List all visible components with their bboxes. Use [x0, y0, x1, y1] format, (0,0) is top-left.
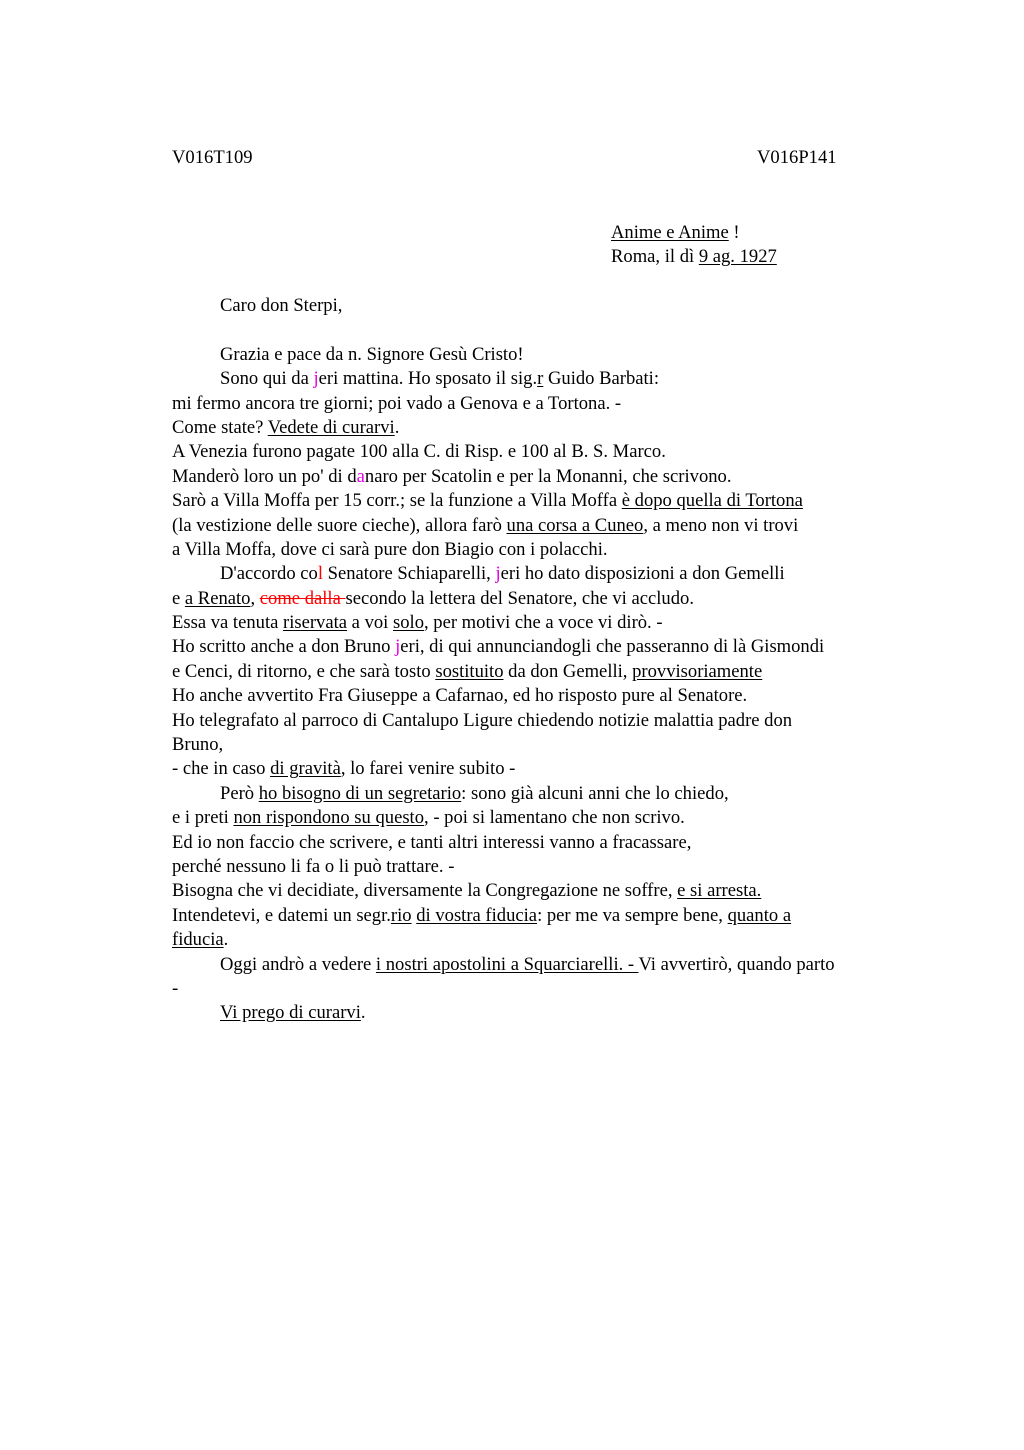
text-span: .	[360, 1002, 366, 1024]
heading-date: 9 ag. 1927	[698, 246, 777, 268]
underlined-text: quanto a	[727, 904, 792, 926]
text-span: e	[172, 587, 185, 609]
text-line: Ho telegrafato al parroco di Cantalupo Ligure chiedendo notizie malattia padre don	[172, 709, 793, 731]
text-span: Sono qui da	[220, 368, 314, 390]
underlined-text: riservata	[283, 612, 348, 634]
underlined-text: i nostri apostolini a Squarciarelli. -	[375, 953, 639, 975]
text-span: a voi	[347, 612, 393, 634]
text-line	[172, 879, 912, 903]
text-span: eri, di qui annunciandogli che passeranno di là Gismondi	[400, 636, 825, 658]
text-span: secondo la lettera del Senatore, che vi accludo.	[345, 587, 694, 609]
correction-mark: j	[495, 563, 501, 585]
text-span: , a meno non vi trovi	[643, 514, 799, 536]
underlined-text: Vedete di curarvi	[267, 416, 395, 438]
text-span: Senatore Schiaparelli,	[323, 563, 496, 585]
text-span: Guido Barbati:	[543, 368, 660, 390]
text-span: .	[394, 416, 400, 438]
text-span: , lo farei venire subito -	[340, 758, 516, 780]
text-line	[172, 587, 912, 611]
correction-mark: j	[313, 368, 319, 390]
text-line: Ed io non faccio che scrivere, e tanti altri interessi vanno a fracassare,	[172, 831, 692, 853]
letter-heading	[611, 221, 777, 270]
heading-title-suffix: !	[728, 222, 740, 243]
text-line	[172, 416, 912, 440]
blank-line	[172, 318, 912, 342]
underlined-text: non rispondono su questo	[233, 807, 425, 829]
text-line	[172, 904, 912, 928]
text-line	[172, 660, 912, 684]
underlined-text: sostituito	[435, 660, 504, 682]
underlined-text: provvisoriamente	[632, 660, 763, 682]
heading-title-line	[611, 221, 777, 245]
underlined-text: è dopo quella di Tortona	[621, 490, 803, 512]
heading-date-line	[611, 245, 777, 269]
underlined-text: a Renato	[184, 587, 251, 609]
text-span: Ho scritto anche a don Bruno	[172, 636, 396, 658]
heading-title: Anime e Anime	[611, 222, 729, 243]
document-code-left: V016T109	[172, 147, 253, 168]
text-span: e i preti	[172, 807, 234, 829]
correction-mark: l	[317, 563, 323, 585]
text-line: Ho anche avvertito Fra Giuseppe a Cafarnao, ed ho risposto pure al Senatore.	[172, 685, 748, 707]
text-span: da don Gemelli,	[503, 660, 633, 682]
underlined-text: e si arresta.	[677, 880, 762, 902]
struck-text: come dalla	[259, 587, 346, 609]
underlined-text: Vi prego di curarvi	[220, 1002, 361, 1024]
text-line	[172, 635, 912, 659]
underlined-text: di gravità	[270, 758, 341, 780]
text-span: .	[223, 929, 229, 951]
text-span: eri ho dato disposizioni a don Gemelli	[500, 563, 785, 585]
text-span: , - poi si lamentano che non scrivo.	[424, 807, 685, 829]
text-line	[172, 465, 912, 489]
text-line	[172, 562, 912, 586]
text-line: perché nessuno li fa o li può trattare. -	[172, 855, 455, 877]
salutation: Caro don Sterpi,	[220, 295, 343, 316]
text-line	[172, 367, 912, 391]
text-line: Bruno,	[172, 734, 224, 756]
text-span: Sarò a Villa Moffa per 15 corr.; se la funzione a Villa Moffa	[172, 490, 622, 512]
text-span: : sono già alcuni anni che lo chiedo,	[461, 782, 729, 804]
text-span: Bisogna che vi decidiate, diversamente la Congregazione ne soffre,	[172, 880, 678, 902]
text-span: : per me va sempre bene,	[537, 904, 728, 926]
text-span: - che in caso	[172, 758, 271, 780]
text-span: ,	[250, 587, 260, 609]
text-span: Vi avvertirò, quando parto	[638, 953, 835, 975]
text-span: e Cenci, di ritorno, e che sarà tosto	[172, 660, 436, 682]
correction-mark: j	[395, 636, 401, 658]
text-span: (la vestizione delle suore cieche), allora farò	[172, 514, 507, 536]
greeting: Grazia e pace da n. Signore Gesù Cristo!	[220, 343, 524, 365]
text-span: eri mattina. Ho sposato il sig.	[318, 368, 538, 390]
text-line	[172, 928, 912, 952]
text-line: mi fermo ancora tre giorni; poi vado a Genova e a Tortona. -	[172, 392, 622, 414]
underlined-text: di vostra fiducia	[416, 904, 538, 926]
text-span: Come state?	[172, 416, 268, 438]
text-line	[172, 806, 912, 830]
letter-body	[172, 294, 912, 1026]
text-span: Essa va tenuta	[172, 612, 284, 634]
text-span: naro per Scatolin e per la Monanni, che scrivono.	[364, 465, 732, 487]
text-span: D'accordo co	[220, 563, 318, 585]
text-line: A Venezia furono pagate 100 alla C. di Risp. e 100 al B. S. Marco.	[172, 441, 666, 463]
underlined-text: rio	[390, 904, 412, 926]
text-span: , per motivi che a voce vi dirò. -	[424, 612, 663, 634]
underlined-text: solo	[393, 612, 424, 634]
text-span: Però	[220, 782, 259, 804]
text-line	[172, 514, 912, 538]
correction-mark: a	[356, 465, 365, 487]
underlined-text: ho bisogno di un segretario	[258, 782, 462, 804]
text-line	[172, 953, 912, 977]
text-line: a Villa Moffa, dove ci sarà pure don Biagio con i polacchi.	[172, 538, 608, 560]
document-code-right: V016P141	[757, 147, 837, 168]
closing-line	[172, 1001, 912, 1025]
heading-place: Roma, il dì	[611, 246, 699, 268]
text-line	[172, 489, 912, 513]
text-line: -	[172, 977, 179, 999]
underlined-text: una corsa a Cuneo	[506, 514, 644, 536]
text-span: Manderò loro un po' di d	[172, 465, 357, 487]
text-line	[172, 782, 912, 806]
text-span: Intendetevi, e datemi un segr.	[172, 904, 391, 926]
text-span: Oggi andrò a vedere	[220, 953, 376, 975]
underlined-text: r	[537, 368, 544, 390]
text-line	[172, 757, 912, 781]
underlined-text: fiducia	[172, 929, 224, 951]
text-line	[172, 611, 912, 635]
